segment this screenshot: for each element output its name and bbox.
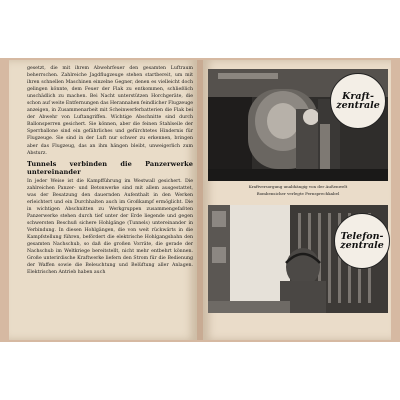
left-page-text <box>27 65 193 276</box>
stamp-bottom-line-1: Telefon- <box>340 230 384 242</box>
stamp-bottom-line-2: zentrale <box>340 240 384 251</box>
stamp-top-line-2: zentrale <box>336 100 380 111</box>
stamp-top-line-1: Kraft- <box>342 90 374 102</box>
kraftzentrale-label <box>330 73 386 129</box>
paragraph-2: In jeder Weise ist die Kampfführung im Westwall gesichert. Die zahlreichen Panzer- und Betonwerke sind mit allem ausgestattet, was der Besatzung den dauernden Aufenthalt in den Werken erleichtert und ein Durchhalten auch im Großkampf ermöglicht. Die in wichtigen Abschnitten zu Werkgruppen zusammengefaßten Panzerwerke stehen durch tief unter der Erde liegende und gegen schwersten Beschuß sichere Hohlgänge (Tunnels) untereinander in Verbindung. In diesen Hohlgängen, die von weit rückwärts in die Kampfstellung führen, befördert die elektrische Hohlgangsbahn den gesamten Nachschub, so daß die großen Vorräte, die gerade der Nachschub im Weltkriege bereitstellt, nicht mehr entbehrt können. Große unterirdische Kraftwerke liefern den Strom für die Bedienung der Waffen sowie die Beleuchtung und Belüftung aller Anlagen. Elektrischen Antrieb haben auch <box>27 178 193 276</box>
section-headline: Tunnels verbinden die Panzerwerke untereinander <box>27 159 193 176</box>
paragraph-1: gesetzt, die mit ihrem Abwehrfeuer den gesamten Luftraum beherrschen. Zahlreiche Jagdflugzeuge stehen startbereit, um mit ihren schnellen Maschinen einzelne Gegner, denen es vielleicht doch gelingen könnte, dem Feuer der Flak zu entkommen, schließlich unschädlich zu machen. Bei Nacht unterstützen Horchgeräte, die schon auf weite Entfernungen das Herannahen feindlicher Flugzeuge anzeigen, in Zusammenarbeit mit Scheinwerferbatterien die Flak bei der Abwehr von Luftangriffen. Wichtige Abschnitte sind durch Ballonsperren gesichert. Sie können, aber die feinen Stahlseile der Sperrballone sind ein gefährliches und gefürchtetes Hindernis für Flugzeuge. Sie sind in der Luft nur schwer zu erkennen, bringen aber das Flugzeug, das an ihm hängen bleibt, unweigerlich zum Absturz. <box>27 66 193 156</box>
caption-power: Kraftversorgung unabhängig von der Außenwelt <box>248 184 348 189</box>
telefonzentrale-label <box>334 213 390 269</box>
caption-cables: Bombensicher verlegte Fernsprechkabel <box>256 191 340 196</box>
